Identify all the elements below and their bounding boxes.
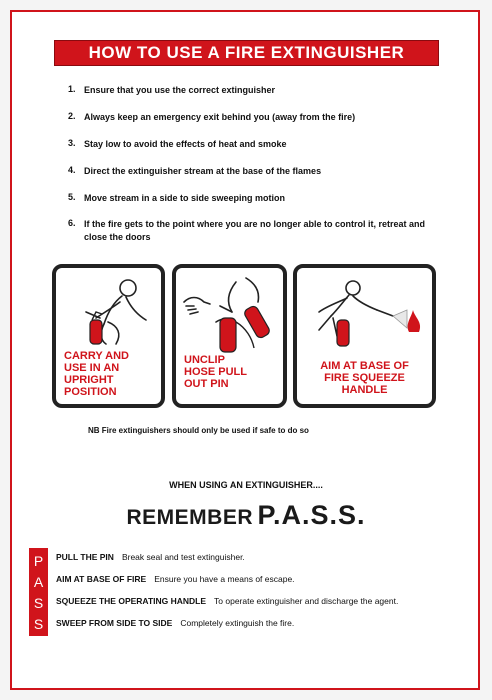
list-item [68,165,321,178]
carry-extinguisher-icon [56,272,161,362]
caption-line: HANDLE [341,384,388,396]
pass-step-detail: Ensure you have a means of escape. [154,574,295,584]
list-item [56,552,245,562]
list-item [56,618,294,628]
list-item [68,218,448,244]
panel-caption [184,354,279,390]
list-item [68,192,285,205]
caption-line: FIRE SQUEEZE [324,372,405,384]
step-number: 2. [68,111,76,121]
panel-aim [293,264,436,408]
remember-pass-heading [0,500,492,531]
pass-step-head: PULL THE PIN [56,552,114,562]
unclip-hose-icon [176,272,283,362]
step-number: 1. [68,84,76,94]
step-text: Direct the extinguisher stream at the base of the flames [84,166,322,176]
pass-step-detail: Break seal and test extinguisher. [121,552,245,562]
step-text: If the fire gets to the point where you are no longer able to control it, retreat and close the doors [84,219,426,242]
step-number: 6. [68,218,76,228]
caption-line: OUT PIN [184,378,229,390]
pass-step-detail: To operate extinguisher and discharge the agent. [214,596,399,606]
pass-step-detail: Completely extinguish the fire. [180,618,295,628]
step-number: 3. [68,138,76,148]
step-number: 5. [68,192,76,202]
list-item [56,574,295,584]
panel-caption [301,360,428,396]
list-item [68,84,275,97]
step-number: 4. [68,165,76,175]
pass-letter: P [33,552,44,569]
pass-letter: S [33,594,44,611]
pass-acronym: P.A.S.S. [257,500,366,530]
caption-line: UPRIGHT [64,374,114,386]
safety-note: NB Fire extinguishers should only be used if safe to do so [88,426,309,435]
list-item [56,596,398,606]
step-text: Ensure that you use the correct extinguisher [84,85,276,95]
step-text: Stay low to avoid the effects of heat and smoke [84,139,287,149]
pass-step-head: SWEEP FROM SIDE TO SIDE [56,618,173,628]
step-text: Always keep an emergency exit behind you (away from the fire) [84,112,356,122]
pass-step-head: SQUEEZE THE OPERATING HANDLE [56,596,207,606]
pass-letter-bar [29,548,48,636]
pass-step-head: AIM AT BASE OF FIRE [56,574,147,584]
list-item [68,111,355,124]
page-title: HOW TO USE A FIRE EXTINGUISHER [54,40,439,66]
pass-letter: S [33,615,44,632]
pass-letter: A [33,573,44,590]
caption-line: UNCLIP [184,354,225,366]
caption-line: AIM AT BASE OF [320,360,409,372]
caption-line: HOSE PULL [184,366,247,378]
when-using-heading: WHEN USING AN EXTINGUISHER.... [169,480,323,490]
list-item [68,138,287,151]
caption-line: CARRY AND [64,350,129,362]
panel-carry [52,264,165,408]
panel-caption [64,350,157,398]
caption-line: POSITION [64,386,117,398]
caption-line: USE IN AN [64,362,120,374]
step-text: Move stream in a side to side sweeping motion [84,193,286,203]
remember-word: REMEMBER [126,506,253,529]
panel-unclip [172,264,287,408]
aim-at-fire-icon [297,272,432,362]
